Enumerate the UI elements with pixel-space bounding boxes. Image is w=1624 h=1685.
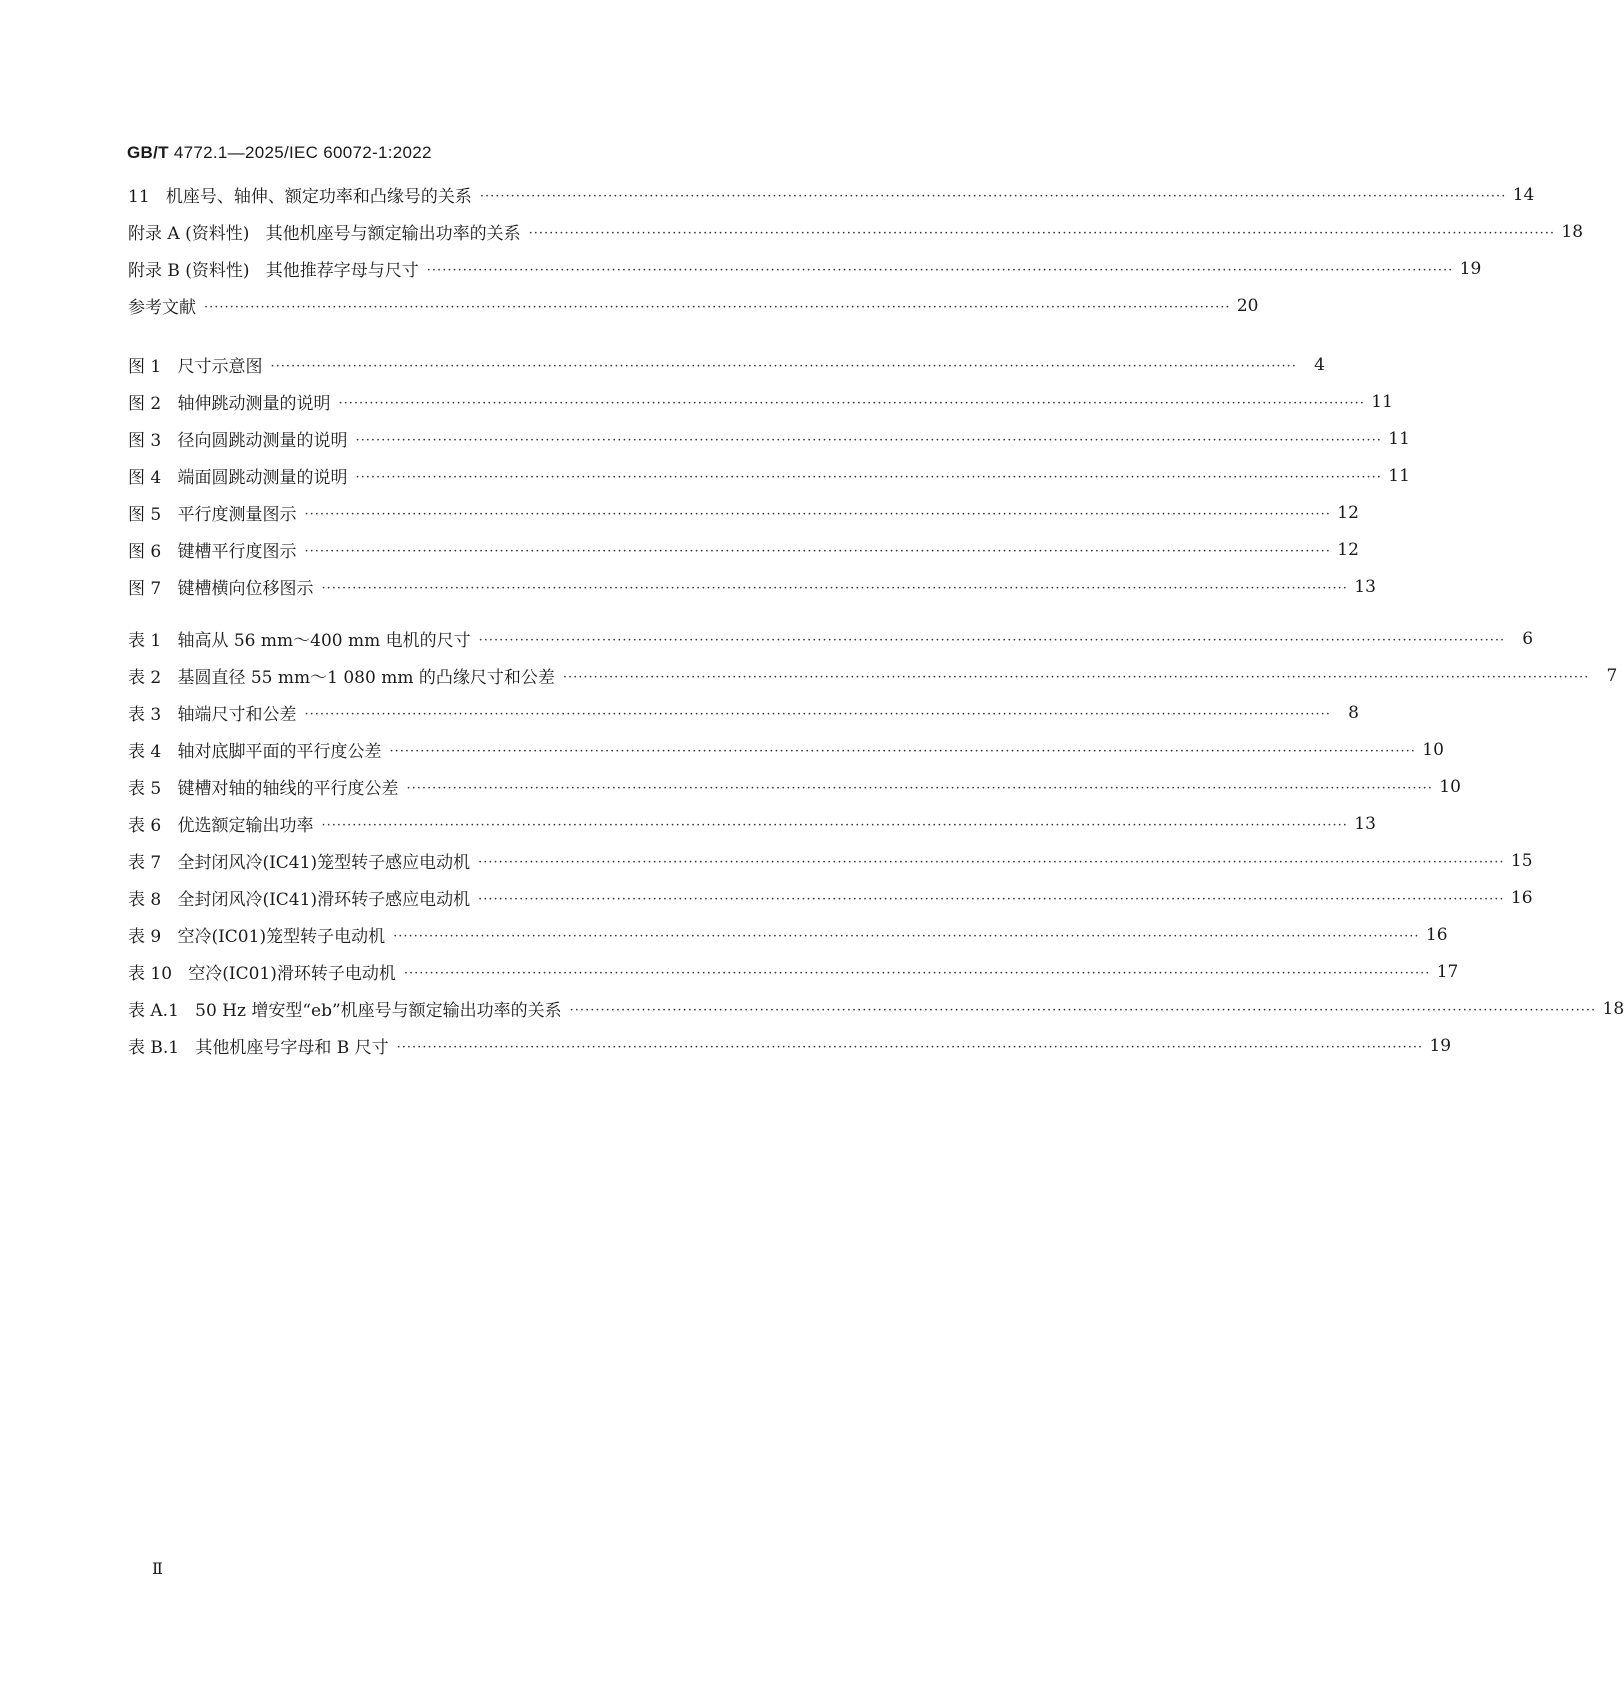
toc-entry-page: 10: [1439, 776, 1461, 797]
toc-entry[interactable]: [128, 568, 1376, 605]
toc-entry[interactable]: [128, 346, 1325, 383]
page-header: [127, 143, 432, 163]
toc-entry-label: [128, 182, 472, 207]
toc-entry[interactable]: [128, 916, 1448, 953]
toc-entry-label: [128, 885, 470, 910]
toc-leader-dots: ········································································································································································································: [562, 670, 1590, 685]
standard-prefix: GB/T: [127, 143, 169, 162]
toc-entry[interactable]: [128, 420, 1410, 457]
toc-entry-page: 19: [1429, 1035, 1452, 1056]
toc-entry[interactable]: [128, 383, 1393, 420]
toc-leader-dots: ········································································································································································································: [403, 966, 1431, 981]
toc-entry-page: 14: [1512, 184, 1535, 205]
toc-entry-page: 18: [1561, 221, 1584, 242]
toc-entry[interactable]: [128, 805, 1376, 842]
toc-entry-label: [128, 537, 296, 562]
toc-leader-dots: ········································································································································································································: [393, 929, 1420, 944]
toc-entry-page: 13: [1354, 813, 1376, 834]
toc-entry[interactable]: [128, 287, 1259, 324]
toc-entry-label: [128, 426, 347, 451]
toc-entry[interactable]: [128, 657, 1618, 694]
toc-entry-page: 11: [1388, 465, 1410, 486]
toc-entry-title: 其他机座号与额定输出功率的关系: [265, 224, 521, 244]
toc-entry-title: 键槽平行度图示: [177, 542, 297, 562]
toc-entry[interactable]: [128, 990, 1624, 1027]
toc-entry-title: 空冷(IC01)笼型转子电动机: [177, 927, 386, 947]
toc-entry-number: 表 1: [128, 631, 162, 651]
toc-entry-title: 尺寸示意图: [177, 357, 263, 377]
toc-entry[interactable]: [128, 953, 1459, 990]
toc-leader-dots: ········································································································································································································: [478, 892, 1505, 907]
toc-entry-number: 附录 B (资料性): [128, 261, 250, 281]
toc-entry-label: [128, 463, 347, 488]
page-number: Ⅱ: [152, 1559, 163, 1578]
toc-entry[interactable]: [128, 1027, 1452, 1064]
toc-entry-label: [128, 1033, 389, 1058]
standard-number: 4772.1—2025/IEC 60072-1:2022: [173, 143, 432, 162]
toc-entry[interactable]: [128, 842, 1533, 879]
toc-leader-dots: ········································································································································································································: [426, 263, 1454, 278]
toc-entry-page: 18: [1602, 998, 1624, 1019]
toc-entry[interactable]: [128, 494, 1359, 531]
toc-entry-title: 轴高从 56 mm～400 mm 电机的尺寸: [177, 631, 471, 651]
toc-entry-label: [128, 700, 296, 725]
toc-entry-title: 全封闭风冷(IC41)滑环转子感应电动机: [177, 890, 471, 910]
toc-leader-dots: ········································································································································································································: [304, 507, 1331, 522]
toc-entry-number: 图 4: [128, 468, 162, 488]
toc-leader-dots: ········································································································································································································: [406, 781, 1433, 796]
toc-entry-number: 表 10: [128, 964, 173, 984]
toc-entry-label: [128, 500, 296, 525]
toc-entry[interactable]: [128, 620, 1534, 657]
toc-leader-dots: ········································································································································································································: [396, 1040, 1424, 1055]
toc-entry-number: 附录 A (资料性): [128, 224, 250, 244]
toc-leader-dots: ········································································································································································································: [321, 818, 1348, 833]
toc-entry-title: 轴对底脚平面的平行度公差: [177, 742, 382, 762]
toc-entry[interactable]: [128, 457, 1410, 494]
toc-entry-page: 20: [1236, 295, 1259, 316]
toc-entry-title: 其他机座号字母和 B 尺寸: [195, 1038, 389, 1058]
toc-leader-dots: ········································································································································································································: [304, 544, 1331, 559]
toc-entry-number: 表 4: [128, 742, 162, 762]
toc-entry-label: [128, 737, 381, 762]
toc-entry-title: 优选额定输出功率: [177, 816, 314, 836]
toc-entry-number: 图 1: [128, 357, 162, 377]
toc-entry[interactable]: [128, 879, 1533, 916]
toc-entry-label: [128, 959, 396, 984]
toc-entry-page: 11: [1371, 391, 1393, 412]
toc-leader-dots: ········································································································································································································: [355, 470, 1382, 485]
toc-entry-title: 机座号、轴伸、额定功率和凸缘号的关系: [165, 187, 472, 207]
toc-entry-number: 表 7: [128, 853, 162, 873]
toc-entry-title: 参考文献: [128, 298, 196, 318]
toc-entry-title: 键槽对轴的轴线的平行度公差: [177, 779, 399, 799]
toc-entry-page: 15: [1510, 850, 1533, 871]
toc-entry-page: 6: [1522, 628, 1534, 649]
toc-entry-page: 8: [1348, 702, 1359, 723]
toc-entry-number: 11: [128, 187, 150, 207]
toc-entry-label: [128, 352, 262, 377]
toc-leader-dots: ········································································································································································································: [270, 359, 1297, 374]
toc-entry[interactable]: [128, 531, 1359, 568]
toc-entry-label: [128, 293, 196, 318]
toc-entry-page: 19: [1459, 258, 1482, 279]
toc-entry-page: 16: [1425, 924, 1448, 945]
toc-entry-number: 表 8: [128, 890, 162, 910]
toc-entry-page: 17: [1436, 961, 1459, 982]
toc-entry-page: 12: [1337, 502, 1359, 523]
toc-entry-number: 图 5: [128, 505, 162, 525]
toc-entry-number: 表 9: [128, 927, 162, 947]
toc-entry[interactable]: [128, 176, 1535, 213]
toc-entry[interactable]: [128, 250, 1482, 287]
toc-entry-page: 10: [1422, 739, 1444, 760]
toc-entry-title: 轴端尺寸和公差: [177, 705, 297, 725]
toc-entry-title: 端面圆跳动测量的说明: [177, 468, 348, 488]
toc-leader-dots: ········································································································································································································: [569, 1003, 1597, 1018]
toc-entry-title: 径向圆跳动测量的说明: [177, 431, 348, 451]
toc-entry-number: 图 3: [128, 431, 162, 451]
toc-entry-page: 16: [1510, 887, 1533, 908]
toc-leader-dots: ········································································································································································································: [355, 433, 1382, 448]
toc-entry-label: [128, 663, 555, 688]
toc-entry[interactable]: [128, 694, 1359, 731]
toc-leader-dots: ········································································································································································································: [389, 744, 1416, 759]
toc-leader-dots: ········································································································································································································: [478, 633, 1506, 648]
toc-entry-title: 键槽横向位移图示: [177, 579, 314, 599]
toc-leader-dots: ········································································································································································································: [338, 396, 1365, 411]
toc-entry-page: 12: [1337, 539, 1359, 560]
toc-entry-label: [128, 256, 419, 281]
toc-leader-dots: ········································································································································································································: [479, 189, 1507, 204]
toc-entry-page: 7: [1606, 665, 1618, 686]
toc-entry-label: [128, 811, 313, 836]
toc-entry-title: 平行度测量图示: [177, 505, 297, 525]
toc-entry-number: 表 5: [128, 779, 162, 799]
toc-entry-label: [128, 219, 521, 244]
toc-entry-number: 图 6: [128, 542, 162, 562]
toc-figures-list: [128, 346, 1410, 605]
toc-entry-title: 基圆直径 55 mm～1 080 mm 的凸缘尺寸和公差: [177, 668, 555, 688]
toc-entry-number: 图 7: [128, 579, 162, 599]
toc-entry[interactable]: [128, 213, 1584, 250]
toc-entry-label: [128, 389, 330, 414]
toc-entry-number: 表 B.1: [128, 1038, 180, 1058]
toc-entry-page: 4: [1314, 354, 1325, 375]
toc-entry-number: 表 3: [128, 705, 162, 725]
toc-leader-dots: ········································································································································································································: [321, 581, 1348, 596]
toc-sections-list: [128, 176, 1584, 324]
toc-entry-title: 空冷(IC01)滑环转子电动机: [188, 964, 396, 984]
toc-entry-page: 11: [1388, 428, 1410, 449]
toc-entry[interactable]: [128, 731, 1444, 768]
toc-entry-number: 表 A.1: [128, 1001, 179, 1021]
toc-leader-dots: ········································································································································································································: [528, 226, 1556, 241]
toc-tables-list: [128, 620, 1624, 1064]
toc-entry-label: [128, 626, 471, 651]
toc-entry-label: [128, 574, 313, 599]
toc-entry-label: [128, 996, 562, 1021]
toc-leader-dots: ········································································································································································································: [478, 855, 1505, 870]
toc-entry-number: 表 6: [128, 816, 162, 836]
toc-leader-dots: ········································································································································································································: [204, 300, 1231, 315]
toc-entry-label: [128, 922, 385, 947]
toc-entry-number: 图 2: [128, 394, 162, 414]
toc-entry-title: 轴伸跳动测量的说明: [177, 394, 331, 414]
toc-entry-label: [128, 774, 398, 799]
toc-entry-title: 其他推荐字母与尺寸: [265, 261, 419, 281]
toc-entry-title: 50 Hz 增安型“eb”机座号与额定输出功率的关系: [195, 1001, 562, 1021]
toc-entry[interactable]: [128, 768, 1461, 805]
toc-leader-dots: ········································································································································································································: [304, 707, 1331, 722]
toc-entry-label: [128, 848, 470, 873]
toc-entry-title: 全封闭风冷(IC41)笼型转子感应电动机: [177, 853, 471, 873]
toc-entry-number: 表 2: [128, 668, 162, 688]
toc-entry-page: 13: [1354, 576, 1376, 597]
